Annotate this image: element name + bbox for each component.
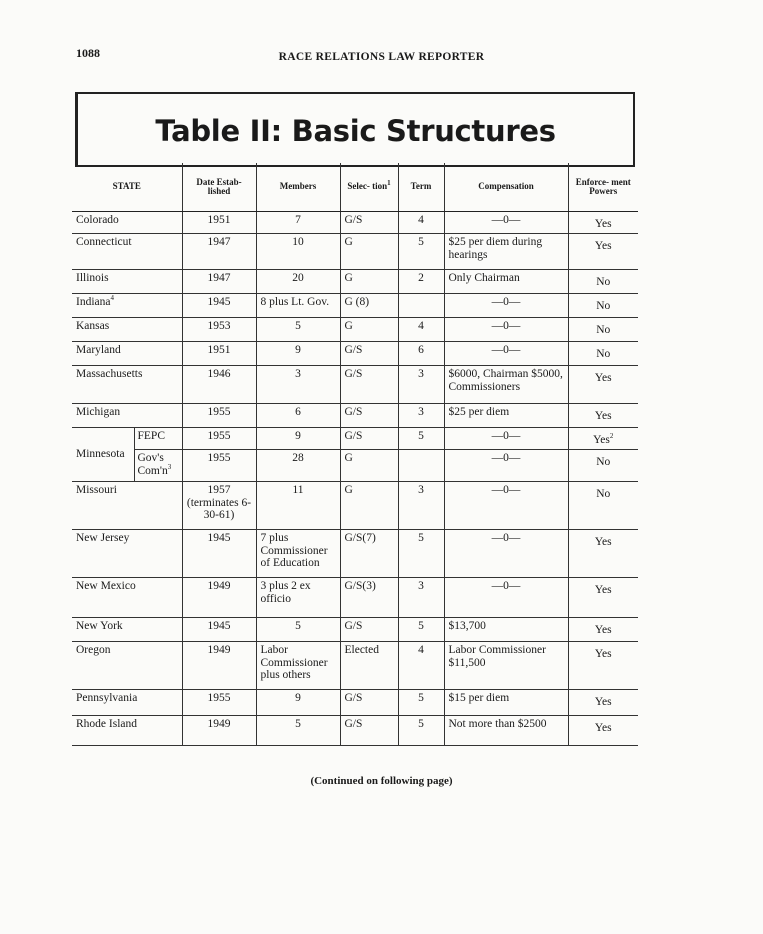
cell-state bbox=[72, 294, 182, 318]
cell-compensation: —0— bbox=[444, 428, 568, 450]
cell-selection: G/S bbox=[340, 404, 398, 428]
cell-compensation: —0— bbox=[444, 212, 568, 234]
table-row bbox=[72, 716, 638, 746]
cell-compensation: $13,700 bbox=[444, 618, 568, 642]
table-row bbox=[72, 234, 638, 270]
header-date: Date Estab- lished bbox=[182, 163, 256, 212]
cell-compensation: Labor Commissioner $11,500 bbox=[444, 642, 568, 690]
cell-selection: G/S bbox=[340, 342, 398, 366]
cell-term bbox=[398, 294, 444, 318]
table-row bbox=[72, 404, 638, 428]
page-number: 1088 bbox=[76, 46, 100, 60]
minnesota-rows bbox=[72, 428, 638, 482]
table-row bbox=[72, 294, 638, 318]
cell-enforcement: Yes bbox=[568, 404, 638, 428]
cell-state: Massachusetts bbox=[72, 366, 182, 404]
table-row bbox=[72, 482, 638, 530]
cell-state: Connecticut bbox=[72, 234, 182, 270]
cell-term: 5 bbox=[398, 428, 444, 450]
cell-selection: G/S bbox=[340, 212, 398, 234]
cell-date: 1945 bbox=[182, 618, 256, 642]
cell-date: 1955 bbox=[182, 690, 256, 716]
cell-state-value: Indiana bbox=[76, 296, 111, 308]
cell-compensation: —0— bbox=[444, 294, 568, 318]
cell-enforcement: Yes bbox=[568, 716, 638, 746]
cell-selection: G (8) bbox=[340, 294, 398, 318]
cell-state: Minnesota bbox=[72, 428, 134, 482]
cell-term: 3 bbox=[398, 404, 444, 428]
header-term: Term bbox=[398, 163, 444, 212]
cell-selection: G bbox=[340, 234, 398, 270]
cell-state: Illinois bbox=[72, 270, 182, 294]
cell-term: 3 bbox=[398, 366, 444, 404]
cell-state: New York bbox=[72, 618, 182, 642]
cell-members: 11 bbox=[256, 482, 340, 530]
cell-enforcement bbox=[568, 428, 638, 450]
header-enforcement: Enforce- ment Powers bbox=[568, 163, 638, 212]
cell-selection: G/S(3) bbox=[340, 578, 398, 618]
table-title: Table II: Basic Structures bbox=[155, 114, 556, 148]
cell-members: 5 bbox=[256, 618, 340, 642]
footnote-marker: 2 bbox=[609, 432, 614, 441]
cell-selection: G/S bbox=[340, 716, 398, 746]
cell-state: Oregon bbox=[72, 642, 182, 690]
cell-term: 5 bbox=[398, 716, 444, 746]
table-row bbox=[72, 642, 638, 690]
cell-state: New Mexico bbox=[72, 578, 182, 618]
footnote-marker: 4 bbox=[110, 294, 114, 303]
cell-compensation: Only Chairman bbox=[444, 270, 568, 294]
cell-enforcement: No bbox=[568, 482, 638, 530]
cell-compensation: —0— bbox=[444, 482, 568, 530]
cell-date: 1955 bbox=[182, 428, 256, 450]
cell-date: 1946 bbox=[182, 366, 256, 404]
cell-selection: G/S bbox=[340, 690, 398, 716]
table-row bbox=[72, 618, 638, 642]
continued-note: (Continued on following page) bbox=[310, 775, 453, 787]
cell-date: 1949 bbox=[182, 642, 256, 690]
cell-date: 1947 bbox=[182, 270, 256, 294]
cell-enforcement: Yes bbox=[568, 530, 638, 578]
cell-enforcement: Yes bbox=[568, 578, 638, 618]
table-row bbox=[72, 450, 638, 482]
cell-term: 5 bbox=[398, 618, 444, 642]
cell-term: 5 bbox=[398, 234, 444, 270]
cell-selection: G/S bbox=[340, 366, 398, 404]
cell-enforcement: Yes bbox=[568, 366, 638, 404]
cell-members: 8 plus Lt. Gov. bbox=[256, 294, 340, 318]
cell-state: Pennsylvania bbox=[72, 690, 182, 716]
cell-enforcement: Yes bbox=[568, 642, 638, 690]
cell-term: 5 bbox=[398, 530, 444, 578]
cell-term: 4 bbox=[398, 318, 444, 342]
cell-agency bbox=[134, 450, 182, 482]
table-row bbox=[72, 270, 638, 294]
cell-state: New Jersey bbox=[72, 530, 182, 578]
header-selection-label: Selec- tion bbox=[347, 181, 388, 192]
cell-term: 5 bbox=[398, 690, 444, 716]
cell-state: Colorado bbox=[72, 212, 182, 234]
table-row bbox=[72, 530, 638, 578]
cell-enforcement: No bbox=[568, 450, 638, 482]
cell-term: 2 bbox=[398, 270, 444, 294]
cell-compensation: $25 per diem bbox=[444, 404, 568, 428]
cell-members: 6 bbox=[256, 404, 340, 428]
cell-date: 1947 bbox=[182, 234, 256, 270]
cell-compensation: —0— bbox=[444, 450, 568, 482]
cell-date: 1949 bbox=[182, 578, 256, 618]
cell-date: 1955 bbox=[182, 450, 256, 482]
cell-enforcement: No bbox=[568, 342, 638, 366]
cell-selection: G/S(7) bbox=[340, 530, 398, 578]
cell-members: 5 bbox=[256, 716, 340, 746]
cell-members: 28 bbox=[256, 450, 340, 482]
cell-members: 3 plus 2 ex officio bbox=[256, 578, 340, 618]
cell-date: 1951 bbox=[182, 212, 256, 234]
table-row bbox=[72, 342, 638, 366]
cell-enforcement: Yes bbox=[568, 618, 638, 642]
cell-date: 1949 bbox=[182, 716, 256, 746]
cell-compensation: —0— bbox=[444, 318, 568, 342]
basic-structures-table bbox=[72, 163, 638, 746]
table-row bbox=[72, 578, 638, 618]
cell-members: 7 plus Commissioner of Education bbox=[256, 530, 340, 578]
cell-enforcement: Yes bbox=[568, 234, 638, 270]
cell-selection: G/S bbox=[340, 428, 398, 450]
cell-members: 5 bbox=[256, 318, 340, 342]
cell-state: Kansas bbox=[72, 318, 182, 342]
cell-date: 1957 (terminates 6-30-61) bbox=[182, 482, 256, 530]
table-row bbox=[72, 366, 638, 404]
cell-term bbox=[398, 450, 444, 482]
header-selection bbox=[340, 163, 398, 212]
title-box bbox=[75, 92, 635, 167]
cell-members: 20 bbox=[256, 270, 340, 294]
header-compensation: Compensation bbox=[444, 163, 568, 212]
table-body-before bbox=[72, 212, 638, 428]
cell-date: 1953 bbox=[182, 318, 256, 342]
cell-agency: FEPC bbox=[134, 428, 182, 450]
cell-agency-label: Gov's Com'n bbox=[137, 452, 168, 477]
cell-selection: G/S bbox=[340, 618, 398, 642]
cell-members: 9 bbox=[256, 428, 340, 450]
table-row bbox=[72, 318, 638, 342]
running-head: RACE RELATIONS LAW REPORTER bbox=[278, 51, 485, 63]
cell-state: Missouri bbox=[72, 482, 182, 530]
cell-selection: G bbox=[340, 270, 398, 294]
cell-term: 3 bbox=[398, 482, 444, 530]
cell-compensation: $6000, Chairman $5000, Commissioners bbox=[444, 366, 568, 404]
cell-members: 9 bbox=[256, 690, 340, 716]
cell-state: Michigan bbox=[72, 404, 182, 428]
header-state: STATE bbox=[72, 163, 182, 212]
cell-term: 6 bbox=[398, 342, 444, 366]
header-selection-footnote: 1 bbox=[387, 179, 391, 188]
cell-members: Labor Commissioner plus others bbox=[256, 642, 340, 690]
cell-selection: G bbox=[340, 450, 398, 482]
cell-members: 7 bbox=[256, 212, 340, 234]
cell-date: 1951 bbox=[182, 342, 256, 366]
cell-selection: Elected bbox=[340, 642, 398, 690]
footnote-marker: 3 bbox=[167, 462, 172, 471]
cell-term: 4 bbox=[398, 642, 444, 690]
cell-compensation: $15 per diem bbox=[444, 690, 568, 716]
table-row bbox=[72, 428, 638, 450]
cell-compensation: $25 per diem during hearings bbox=[444, 234, 568, 270]
cell-enforcement: No bbox=[568, 318, 638, 342]
cell-enforcement: No bbox=[568, 294, 638, 318]
cell-selection: G bbox=[340, 482, 398, 530]
cell-compensation: —0— bbox=[444, 578, 568, 618]
table-row bbox=[72, 212, 638, 234]
cell-members: 10 bbox=[256, 234, 340, 270]
cell-state: Rhode Island bbox=[72, 716, 182, 746]
cell-compensation: —0— bbox=[444, 342, 568, 366]
cell-compensation: —0— bbox=[444, 530, 568, 578]
table-header bbox=[72, 163, 638, 212]
cell-members: 9 bbox=[256, 342, 340, 366]
cell-enforcement: No bbox=[568, 270, 638, 294]
table-body-after bbox=[72, 482, 638, 746]
cell-date: 1945 bbox=[182, 294, 256, 318]
cell-enforcement: Yes bbox=[568, 212, 638, 234]
cell-selection: G bbox=[340, 318, 398, 342]
cell-date: 1955 bbox=[182, 404, 256, 428]
cell-enforcement-value: Yes bbox=[593, 434, 610, 446]
cell-date: 1945 bbox=[182, 530, 256, 578]
cell-term: 3 bbox=[398, 578, 444, 618]
cell-enforcement: Yes bbox=[568, 690, 638, 716]
cell-state: Maryland bbox=[72, 342, 182, 366]
cell-members: 3 bbox=[256, 366, 340, 404]
header-members: Members bbox=[256, 163, 340, 212]
cell-compensation: Not more than $2500 bbox=[444, 716, 568, 746]
cell-term: 4 bbox=[398, 212, 444, 234]
table-row bbox=[72, 690, 638, 716]
